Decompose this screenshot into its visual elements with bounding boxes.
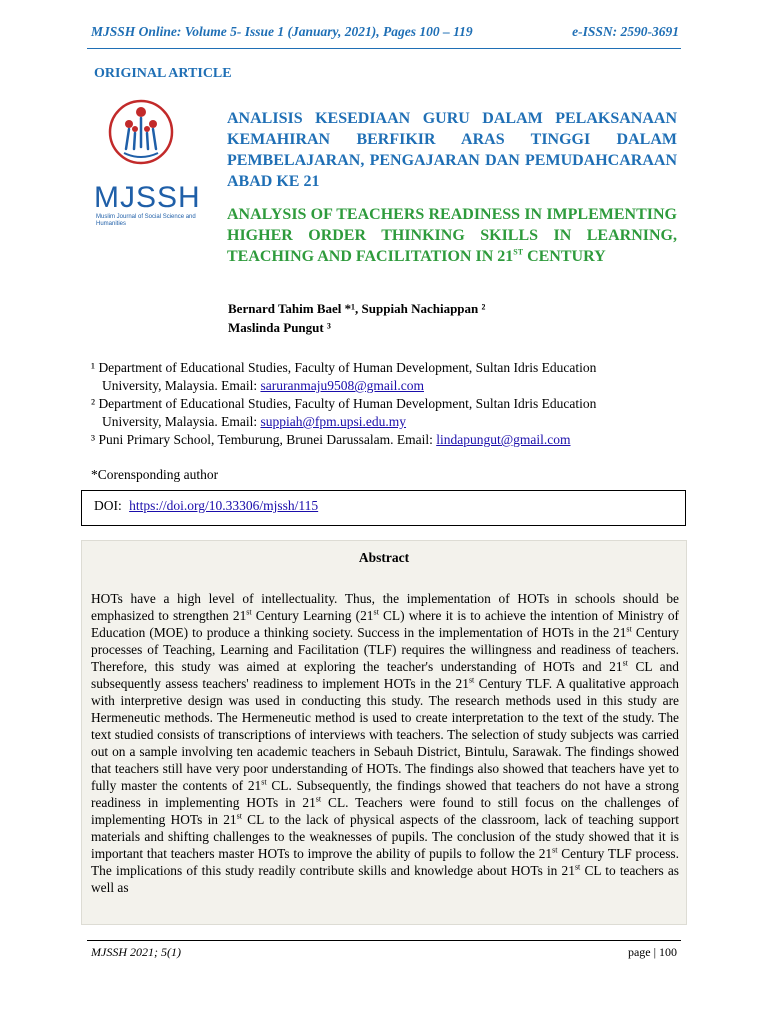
abstract-text-segment: CL and subsequently assess teachers' readiness to implement HOTs in the 21 xyxy=(91,659,679,691)
email-link[interactable]: lindapungut@gmail.com xyxy=(436,432,571,447)
abstract-text-segment: CL. Teachers were found to still focus on the challenges of implementing HOTs in 21 xyxy=(91,795,679,827)
email-link[interactable]: suppiah@fpm.upsi.edu.my xyxy=(260,414,407,429)
authors-line-1: Bernard Tahim Bael *¹, Suppiah Nachiappan ² xyxy=(228,301,486,316)
logo-subtitle: Muslim Journal of Social Science and Humanities xyxy=(96,214,196,227)
logo-name: MJSSH xyxy=(94,181,201,214)
authors xyxy=(228,299,678,337)
title-english-main: ANALYSIS OF TEACHERS READINESS IN IMPLEMENTING HIGHER ORDER THINKING SKILLS IN LEARNING, TEACHING AND FACILITATION IN 21 xyxy=(227,206,677,265)
abstract-superscript: st xyxy=(626,624,632,634)
footer-citation: MJSSH 2021; 5(1) xyxy=(91,945,181,959)
journal-logo xyxy=(90,95,200,225)
abstract-superscript: st xyxy=(552,845,558,855)
title-english-sup: ST xyxy=(513,247,524,257)
title-malay: ANALISIS KESEDIAAN GURU DALAM PELAKSANAAN KEMAHIRAN BERFIKIR ARAS TINGGI DALAM PEMBELAJARAN, PENGAJARAN DAN PEMUDAHCARAAN ABAD KE 21 xyxy=(227,110,677,190)
abstract-superscript: st xyxy=(261,777,267,787)
abstract-text-segment: CL to the lack of physical aspects of the classroom, lack of teaching support materials and shifting challenges to the weaknesses of pupils. The conclusion of the study showed that it is important that teachers master HOTs to improve the ability of pupils to follow the 21 xyxy=(91,812,679,861)
affiliation-continuation: University, Malaysia. Email: xyxy=(102,414,261,429)
eissn: e-ISSN: 2590-3691 xyxy=(572,24,679,39)
abstract-superscript: st xyxy=(622,658,628,668)
affiliations xyxy=(91,359,681,449)
abstract-body xyxy=(91,590,679,922)
doi-box xyxy=(81,490,686,526)
footer-rule xyxy=(87,940,681,941)
abstract-text-segment: Century TLF process. The implications of this study readily contribute skills and knowledge about HOTs in 21 xyxy=(91,846,679,878)
affiliation-continuation: University, Malaysia. Email: xyxy=(102,378,261,393)
affiliation-3 xyxy=(91,431,681,449)
abstract-text-segment: Century TLF. A qualitative approach with interpretive design was used in conducting this study. The research methods used in this study are Hermeneutic methods. The Hermeneutic method is used to create interpretation to the text of the study. The text studied consists of transcriptions of interviews with teachers. The selection of study subjects was carried out on a sample involving ten academic teachers in Sebauh District, Bintulu, Sarawak. The findings showed that teachers still have very poor understanding of HOTs. The findings also showed that teachers have yet to fully master the contents of 21 xyxy=(91,676,679,793)
affiliation-2 xyxy=(91,395,681,431)
affiliation-text: Department of Educational Studies, Faculty of Human Development, Sultan Idris Education xyxy=(98,396,597,411)
header-rule xyxy=(87,48,681,49)
abstract-text-segment: CL. Subsequently, the findings showed that teachers do not have a strong readiness in implementing HOTs in 21 xyxy=(91,778,679,810)
abstract-superscript: st xyxy=(373,607,379,617)
mjssh-logo-figure-icon xyxy=(106,97,176,167)
affiliation-1 xyxy=(91,359,681,395)
doi-label: DOI: xyxy=(94,498,122,513)
abstract-superscript: st xyxy=(236,811,242,821)
affiliation-text: Puni Primary School, Temburung, Brunei Darussalam. Email: xyxy=(98,432,437,447)
affiliation-text: Department of Educational Studies, Faculty of Human Development, Sultan Idris Education xyxy=(98,360,597,375)
page-number: page | 100 xyxy=(627,945,677,959)
abstract-superscript: st xyxy=(246,607,252,617)
abstract-text-segment: HOTs have a high level of intellectuality. Thus, the implementation of HOTs in schools should be emphasized to strengthen 21 xyxy=(91,591,679,623)
abstract-text-segment: Century processes of Teaching, Learning and Facilitation (TLF) requires the willingness and readiness of teachers. Therefore, this study was aimed at exploring the teacher's understanding of HOTs and 21 xyxy=(91,625,679,674)
abstract-text-segment: CL to teachers as well as xyxy=(91,863,679,895)
abstract-heading: Abstract xyxy=(358,550,410,565)
affiliation-number: ² xyxy=(91,396,96,411)
affiliation-number: ³ xyxy=(91,432,96,447)
authors-line-2: Maslinda Pungut ³ xyxy=(228,320,331,335)
email-link[interactable]: saruranmaju9508@gmail.com xyxy=(260,378,424,393)
corresponding-author-note: *Corensponding author xyxy=(91,467,219,482)
journal-info: MJSSH Online: Volume 5- Issue 1 (January, 2021), Pages 100 – 119 xyxy=(91,24,473,39)
abstract-superscript: st xyxy=(468,675,475,685)
abstract-superscript: st xyxy=(315,794,322,804)
abstract-text-segment: CL) where it is to achieve the intention of Ministry of Education (MOE) to produce a thinking society. Success in the implementation of HOTs in the 21 xyxy=(91,608,679,640)
abstract-superscript: st xyxy=(574,862,581,872)
abstract-text-segment: Century Learning (21 xyxy=(251,608,374,623)
title-english xyxy=(227,204,677,267)
article-type: ORIGINAL ARTICLE xyxy=(94,66,232,81)
affiliation-number: ¹ xyxy=(91,360,96,375)
abstract-box xyxy=(81,540,687,925)
abstract-paragraph xyxy=(91,590,679,896)
title-english-end: CENTURY xyxy=(523,248,606,265)
running-header xyxy=(91,24,679,40)
doi-link[interactable]: https://doi.org/10.33306/mjssh/115 xyxy=(129,498,319,513)
